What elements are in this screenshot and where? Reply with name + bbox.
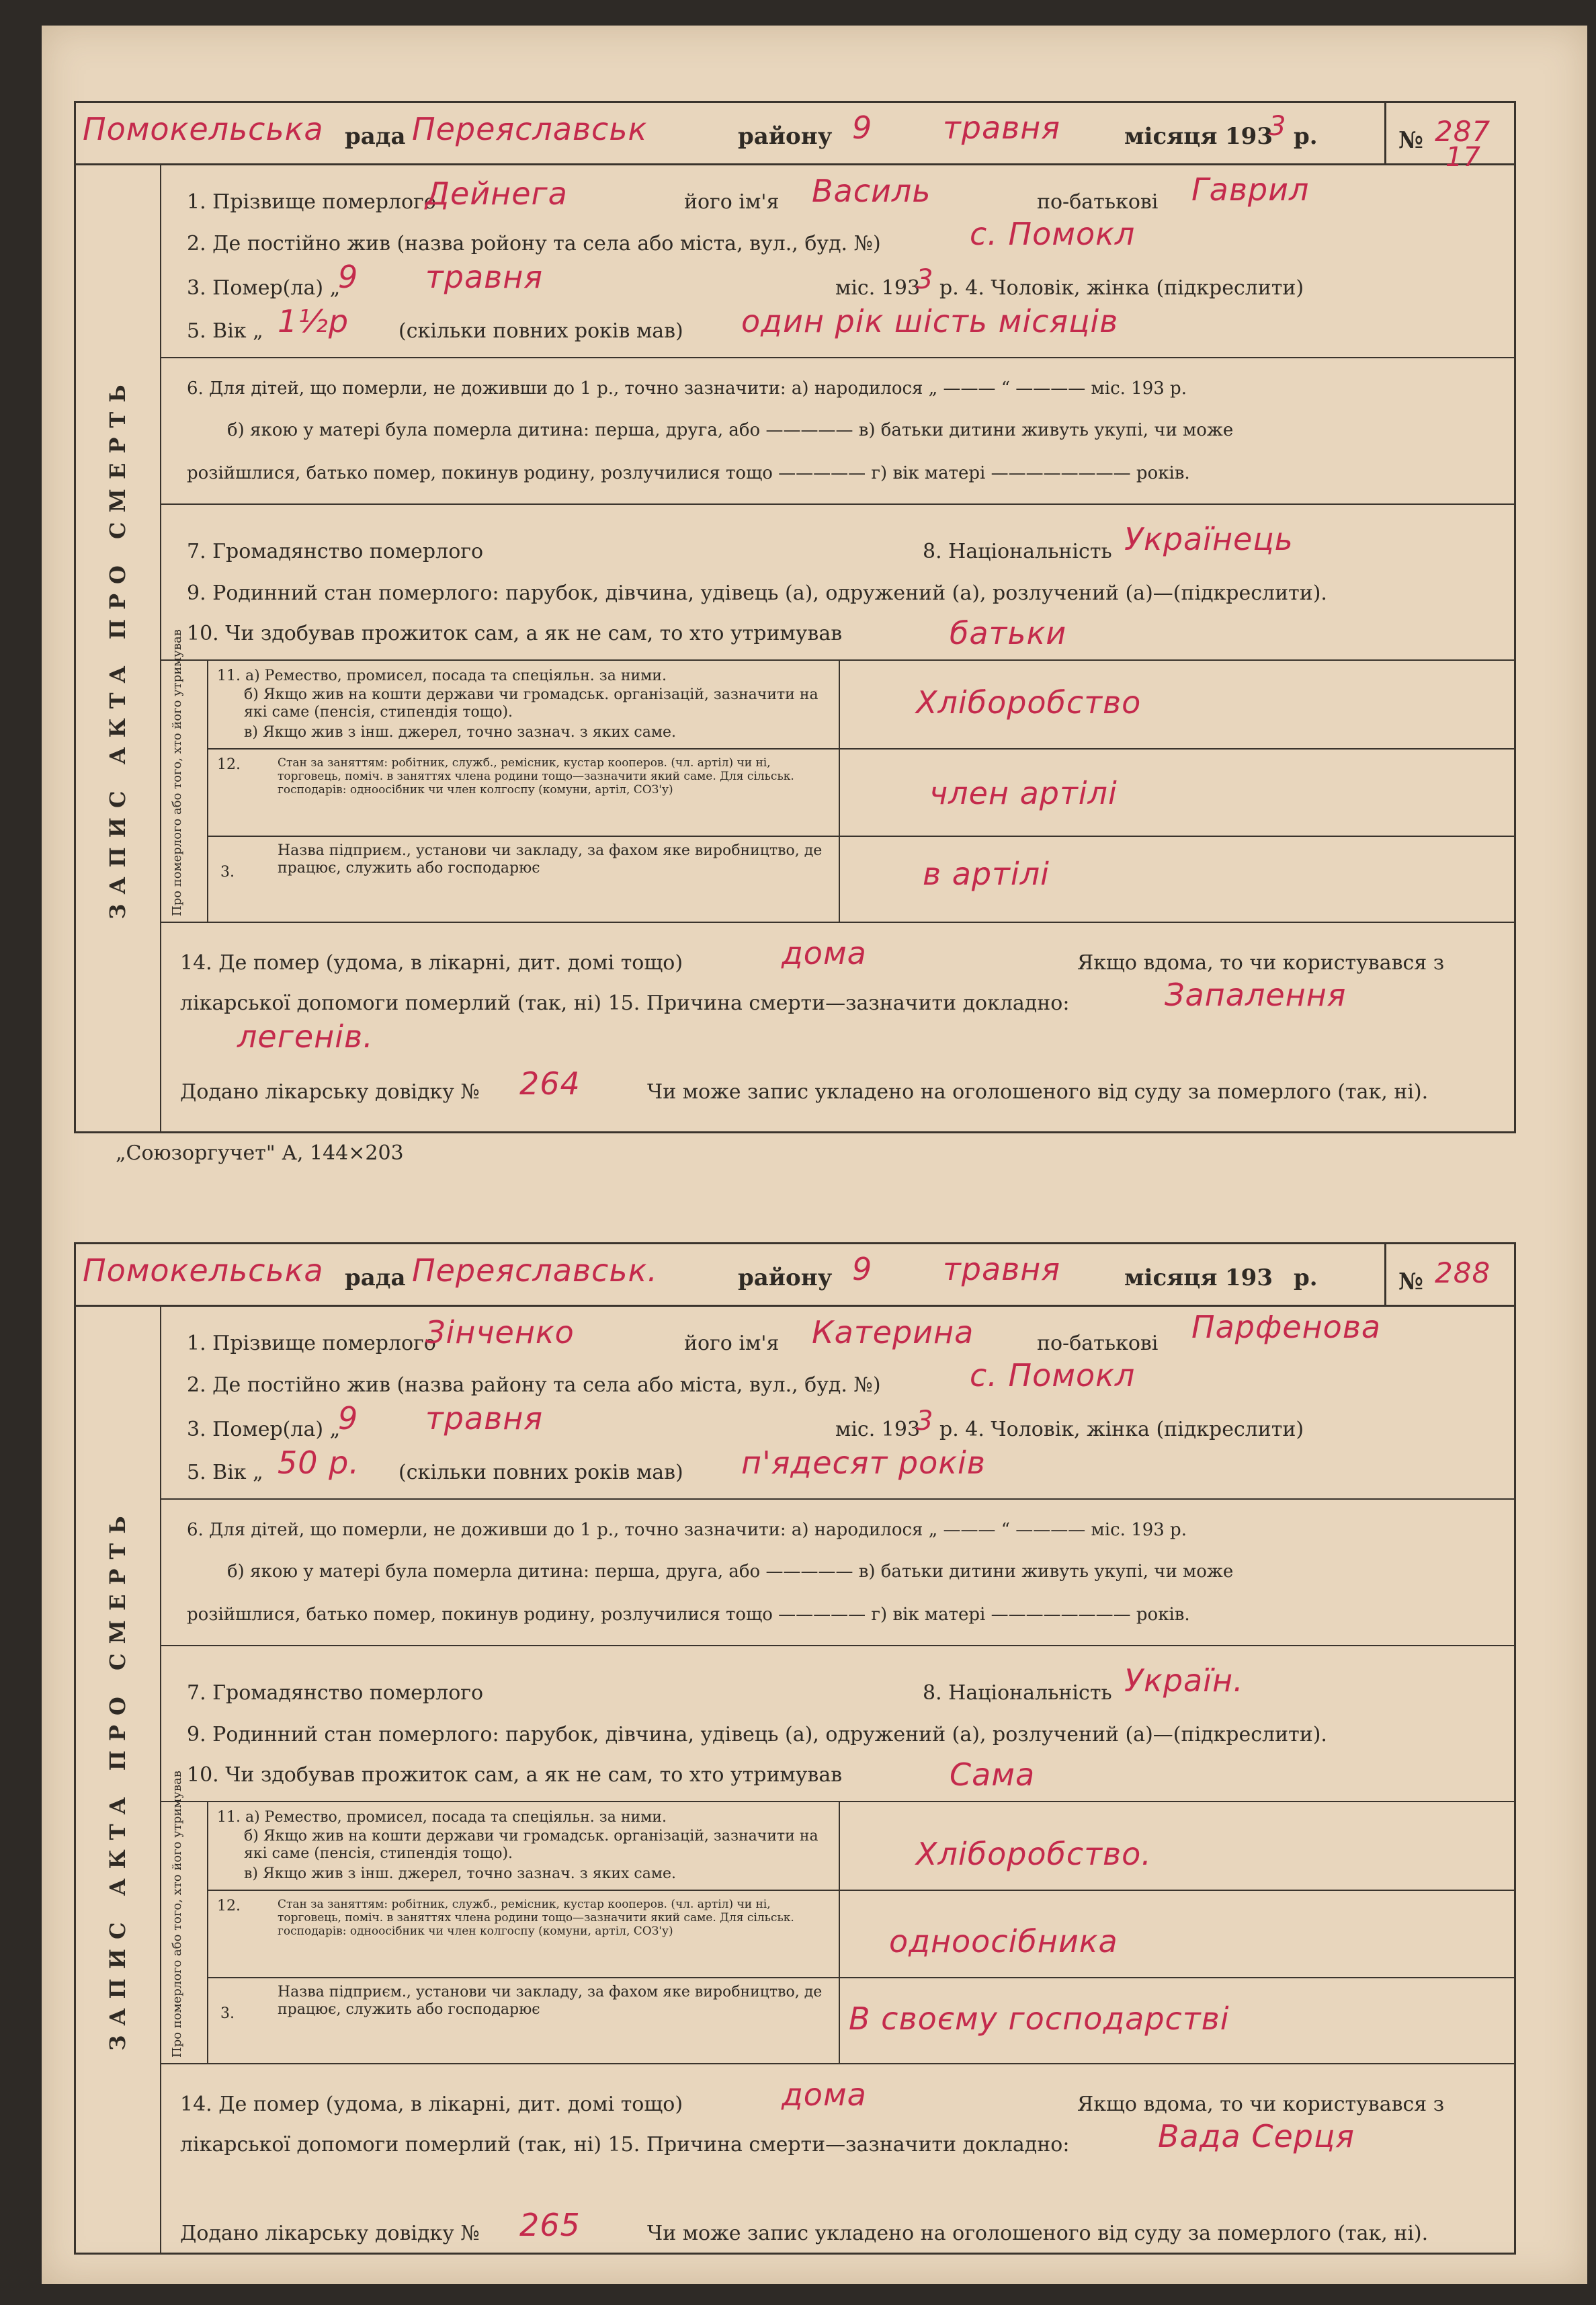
record-month: травня xyxy=(943,110,1061,146)
death-day: 9 xyxy=(338,1400,359,1437)
occupation-c: в) Якщо жив з інш. джерел, точно зазнач. з яких саме. xyxy=(244,1865,676,1882)
document-sheet xyxy=(42,26,1587,2284)
marital-status-label: 9. Родинний стан померлого: парубок, дівчина, удівець (а), одружений (а), розлучений (а)—(підкреслити). xyxy=(187,581,1327,605)
village-council: Помокельська xyxy=(83,111,324,147)
court-note: Чи може запис укладено на оголошеного від суду за померлого (так, ні). xyxy=(647,1080,1429,1104)
nationality: Україн. xyxy=(1124,1662,1244,1699)
citizenship-label: 7. Громадянство померлого xyxy=(187,540,484,563)
certificate-number: 265 xyxy=(519,2207,581,2243)
first-name: Василь xyxy=(812,173,931,209)
district-label: району xyxy=(738,1264,833,1291)
divider xyxy=(160,503,1514,505)
court-note: Чи може запис укладено на оголошеного від суду за померлого (так, ні). xyxy=(647,2222,1429,2245)
home-death-note: Якщо вдома, то чи користувався з xyxy=(1077,951,1445,975)
age-words: п'ядесят років xyxy=(741,1445,986,1481)
patronymic: Гаврил xyxy=(1191,171,1310,208)
sex-label: р. 4. Чоловік, жінка (підкреслити) xyxy=(939,276,1304,300)
divider xyxy=(160,357,1514,358)
side-title: ЗАПИС АКТА ПРО СМЕРТЬ xyxy=(105,375,130,920)
residence-label: 2. Де постійно жив (назва ройону та села або міста, вул., буд. №) xyxy=(187,232,881,255)
nationality-label: 8. Національність xyxy=(923,540,1112,563)
nationality-label: 8. Національність xyxy=(923,1681,1112,1705)
residence: с. Помокл xyxy=(970,216,1136,252)
form-header xyxy=(76,1244,1514,1307)
patronymic: Парфенова xyxy=(1191,1309,1382,1345)
workplace-text: Назва підприєм., установи чи закладу, за фахом яке виробництво, де працює, служить або господарює xyxy=(278,842,823,877)
surname-label: 1. Прізвище померлого xyxy=(187,1332,436,1355)
supporter-label: 10. Чи здобував прожиток сам, а як не сам, то хто утримував xyxy=(187,622,843,645)
divider xyxy=(207,1977,1514,1978)
divider xyxy=(207,1801,208,2063)
surname-label: 1. Прізвище померлого xyxy=(187,190,436,214)
divider xyxy=(207,836,1514,837)
year-suffix: р. xyxy=(1294,123,1318,150)
divider xyxy=(207,1890,1514,1891)
divider xyxy=(839,1801,840,2063)
divider xyxy=(160,1801,1514,1802)
divider xyxy=(160,922,1514,923)
place-of-death-label: 14. Де помер (удома, в лікарні, дит. домі тощо) xyxy=(180,2093,683,2116)
workplace: в артілі xyxy=(923,856,1050,892)
death-year-digit: 3 xyxy=(916,1406,934,1437)
age-label: 5. Вік „ xyxy=(187,1461,263,1484)
cause-of-death: Вада Серця xyxy=(1158,2118,1355,2154)
status-text: Стан за заняттям: робітник, служб., ремісник, кустар кооперов. (чл. артіл) чи ні, торговець, поміч. в заняттях члена родини тощо—зазначити який саме. Для сільськ. господарів: одноосібник чи член колгоспу (комуни, артіл, СОЗ'у) xyxy=(278,1898,794,1938)
record-day: 9 xyxy=(852,110,873,146)
status: одноосібника xyxy=(889,1923,1118,1959)
number-label: № xyxy=(1398,1268,1423,1295)
certificate-number: 264 xyxy=(519,1065,581,1102)
age: 1½р xyxy=(278,303,349,339)
surname: Зінченко xyxy=(425,1314,575,1350)
divider xyxy=(207,659,208,922)
home-death-note: Якщо вдома, то чи користувався з xyxy=(1077,2093,1445,2116)
occupation: Хліборобство. xyxy=(916,1836,1152,1872)
residence: с. Помокл xyxy=(970,1357,1136,1393)
occupation-b: б) Якщо жив на кошти держави чи громадськ. організацій, зазначити на які саме (пенсія, стипендія тощо). xyxy=(244,1828,818,1862)
place-of-death: дома xyxy=(782,2076,867,2113)
supporter: Сама xyxy=(950,1756,1036,1793)
side-title-column xyxy=(76,1305,161,2253)
occupation-b: б) Якщо жив на кошти держави чи громадськ. організацій, зазначити на які саме (пенсія, стипендія тощо). xyxy=(244,686,818,721)
occupation-a: 11. а) Ремество, промисел, посада та спеціяльн. за ними. xyxy=(217,668,667,684)
printer-note: „Союзоргучет" А, 144×203 xyxy=(116,1141,404,1165)
cause-label: лікарської допомоги померлий (так, ні) 15. Причина смерти—зазначити докладно: xyxy=(180,2133,1070,2156)
child-info-line-c: розійшлися, батько помер, покинув родину, розлучилися тощо ————— г) вік матері ———————— років. xyxy=(187,463,1190,483)
council-label: рада xyxy=(345,123,406,150)
cause-of-death: Запалення xyxy=(1165,977,1347,1013)
side-title-column xyxy=(76,163,161,1131)
death-date-label: 3. Помер(ла) „ xyxy=(187,276,341,300)
month-label: місяця xyxy=(1124,123,1218,150)
supporter: батьки xyxy=(950,615,1067,651)
year-digit: 3 xyxy=(1269,111,1287,142)
workplace-number: 3. xyxy=(220,864,235,881)
patronymic-label: по-батькові xyxy=(1037,190,1159,214)
death-day: 9 xyxy=(338,259,359,295)
certificate-label: Додано лікарську довідку № xyxy=(180,1080,480,1104)
residence-label: 2. Де постійно жив (назва району та села або міста, вул., буд. №) xyxy=(187,1373,881,1397)
place-of-death: дома xyxy=(782,935,867,971)
record-number: 287 xyxy=(1435,115,1491,148)
workplace: В своєму господарстві xyxy=(849,2000,1230,2037)
record-month: травня xyxy=(943,1251,1061,1287)
certificate-label: Додано лікарську довідку № xyxy=(180,2222,480,2245)
age-label: 5. Вік „ xyxy=(187,319,263,343)
status-number: 12. xyxy=(217,756,241,773)
death-month-label: міс. 193 xyxy=(835,276,921,300)
divider xyxy=(160,1645,1514,1646)
death-month: травня xyxy=(425,259,544,295)
occupation-c: в) Якщо жив з інш. джерел, точно зазнач. з яких саме. xyxy=(244,724,676,741)
occupation: Хліборобство xyxy=(916,684,1142,721)
side-title: ЗАПИС АКТА ПРО СМЕРТЬ xyxy=(105,1506,130,2051)
death-month-label: міс. 193 xyxy=(835,1418,921,1441)
first-name-label: його ім'я xyxy=(684,190,780,214)
district: Переяславськ. xyxy=(412,1252,658,1289)
age: 50 р. xyxy=(278,1445,360,1481)
death-month: травня xyxy=(425,1400,544,1437)
cause-of-death-cont: легенів. xyxy=(237,1018,374,1055)
age-words: один рік шість місяців xyxy=(741,303,1119,339)
sex-label: р. 4. Чоловік, жінка (підкреслити) xyxy=(939,1418,1304,1441)
record-day: 9 xyxy=(852,1251,873,1287)
workplace-text: Назва підприєм., установи чи закладу, за фахом яке виробництво, де працює, служить або господарює xyxy=(278,1984,823,2018)
village-council: Помокельська xyxy=(83,1252,324,1289)
divider xyxy=(160,2063,1514,2064)
side-note: Про померлого або того, хто його утримував xyxy=(170,629,184,916)
death-year-digit: 3 xyxy=(916,264,934,295)
child-info-line-b: б) якою у матері була померла дитина: перша, друга, або ————— в) батьки дитини живуть укупі, чи може xyxy=(227,1562,1234,1582)
death-record-form-2 xyxy=(74,1242,1516,2255)
district: Переяславськ xyxy=(412,111,648,147)
first-name-label: його ім'я xyxy=(684,1332,780,1355)
death-date-label: 3. Помер(ла) „ xyxy=(187,1418,341,1441)
nationality: Українець xyxy=(1124,521,1294,557)
citizenship-label: 7. Громадянство померлого xyxy=(187,1681,484,1705)
first-name: Катерина xyxy=(812,1314,974,1350)
workplace-number: 3. xyxy=(220,2005,235,2022)
year-print: 193 xyxy=(1225,123,1273,150)
patronymic-label: по-батькові xyxy=(1037,1332,1159,1355)
death-record-form-1 xyxy=(74,101,1516,1133)
child-info-line-c: розійшлися, батько помер, покинув родину, розлучилися тощо ————— г) вік матері ———————— років. xyxy=(187,1605,1190,1625)
record-number: 288 xyxy=(1435,1256,1491,1289)
cause-label: лікарської допомоги померлий (так, ні) 15. Причина смерти—зазначити докладно: xyxy=(180,992,1070,1015)
divider xyxy=(160,1498,1514,1500)
child-info-line-a: 6. Для дітей, що померли, не доживши до 1 р., точно зазначити: а) народилося „ ——— “ ———— міс. 193 р. xyxy=(187,378,1187,399)
divider xyxy=(207,748,1514,750)
side-note: Про померлого або того, хто його утримував xyxy=(170,1771,184,2058)
district-label: району xyxy=(738,123,833,150)
status-text: Стан за заняттям: робітник, служб., ремісник, кустар кооперов. (чл. артіл) чи ні, торговець, поміч. в заняттях члена родини тощо—зазначити який саме. Для сільськ. господарів: одноосібник чи член колгоспу (комуни, артіл, СОЗ'у) xyxy=(278,756,794,797)
divider xyxy=(160,659,1514,661)
surname: Дейнега xyxy=(425,175,568,212)
child-info-line-a: 6. Для дітей, що померли, не доживши до 1 р., точно зазначити: а) народилося „ ——— “ ———— міс. 193 р. xyxy=(187,1520,1187,1540)
month-label: місяця xyxy=(1124,1264,1218,1291)
occupation-a: 11. а) Ремество, промисел, посада та спеціяльн. за ними. xyxy=(217,1809,667,1826)
status: член артілі xyxy=(929,775,1118,811)
divider xyxy=(839,659,840,922)
record-number-box xyxy=(1384,103,1514,173)
age-hint: (скільки повних років мав) xyxy=(398,1461,683,1484)
supporter-label: 10. Чи здобував прожиток сам, а як не сам, то хто утримував xyxy=(187,1763,843,1787)
record-number-box xyxy=(1384,1244,1514,1305)
record-number-extra: 17 xyxy=(1445,142,1481,173)
child-info-line-b: б) якою у матері була померла дитина: перша, друга, або ————— в) батьки дитини живуть укупі, чи може xyxy=(227,420,1234,440)
age-hint: (скільки повних років мав) xyxy=(398,319,683,343)
status-number: 12. xyxy=(217,1898,241,1914)
number-label: № xyxy=(1398,127,1423,154)
council-label: рада xyxy=(345,1264,406,1291)
marital-status-label: 9. Родинний стан померлого: парубок, дівчина, удівець (а), одружений (а), розлучений (а)—(підкреслити). xyxy=(187,1723,1327,1746)
year-suffix: р. xyxy=(1294,1264,1318,1291)
form-header xyxy=(76,103,1514,173)
year-print: 193 xyxy=(1225,1264,1273,1291)
place-of-death-label: 14. Де помер (удома, в лікарні, дит. домі тощо) xyxy=(180,951,683,975)
